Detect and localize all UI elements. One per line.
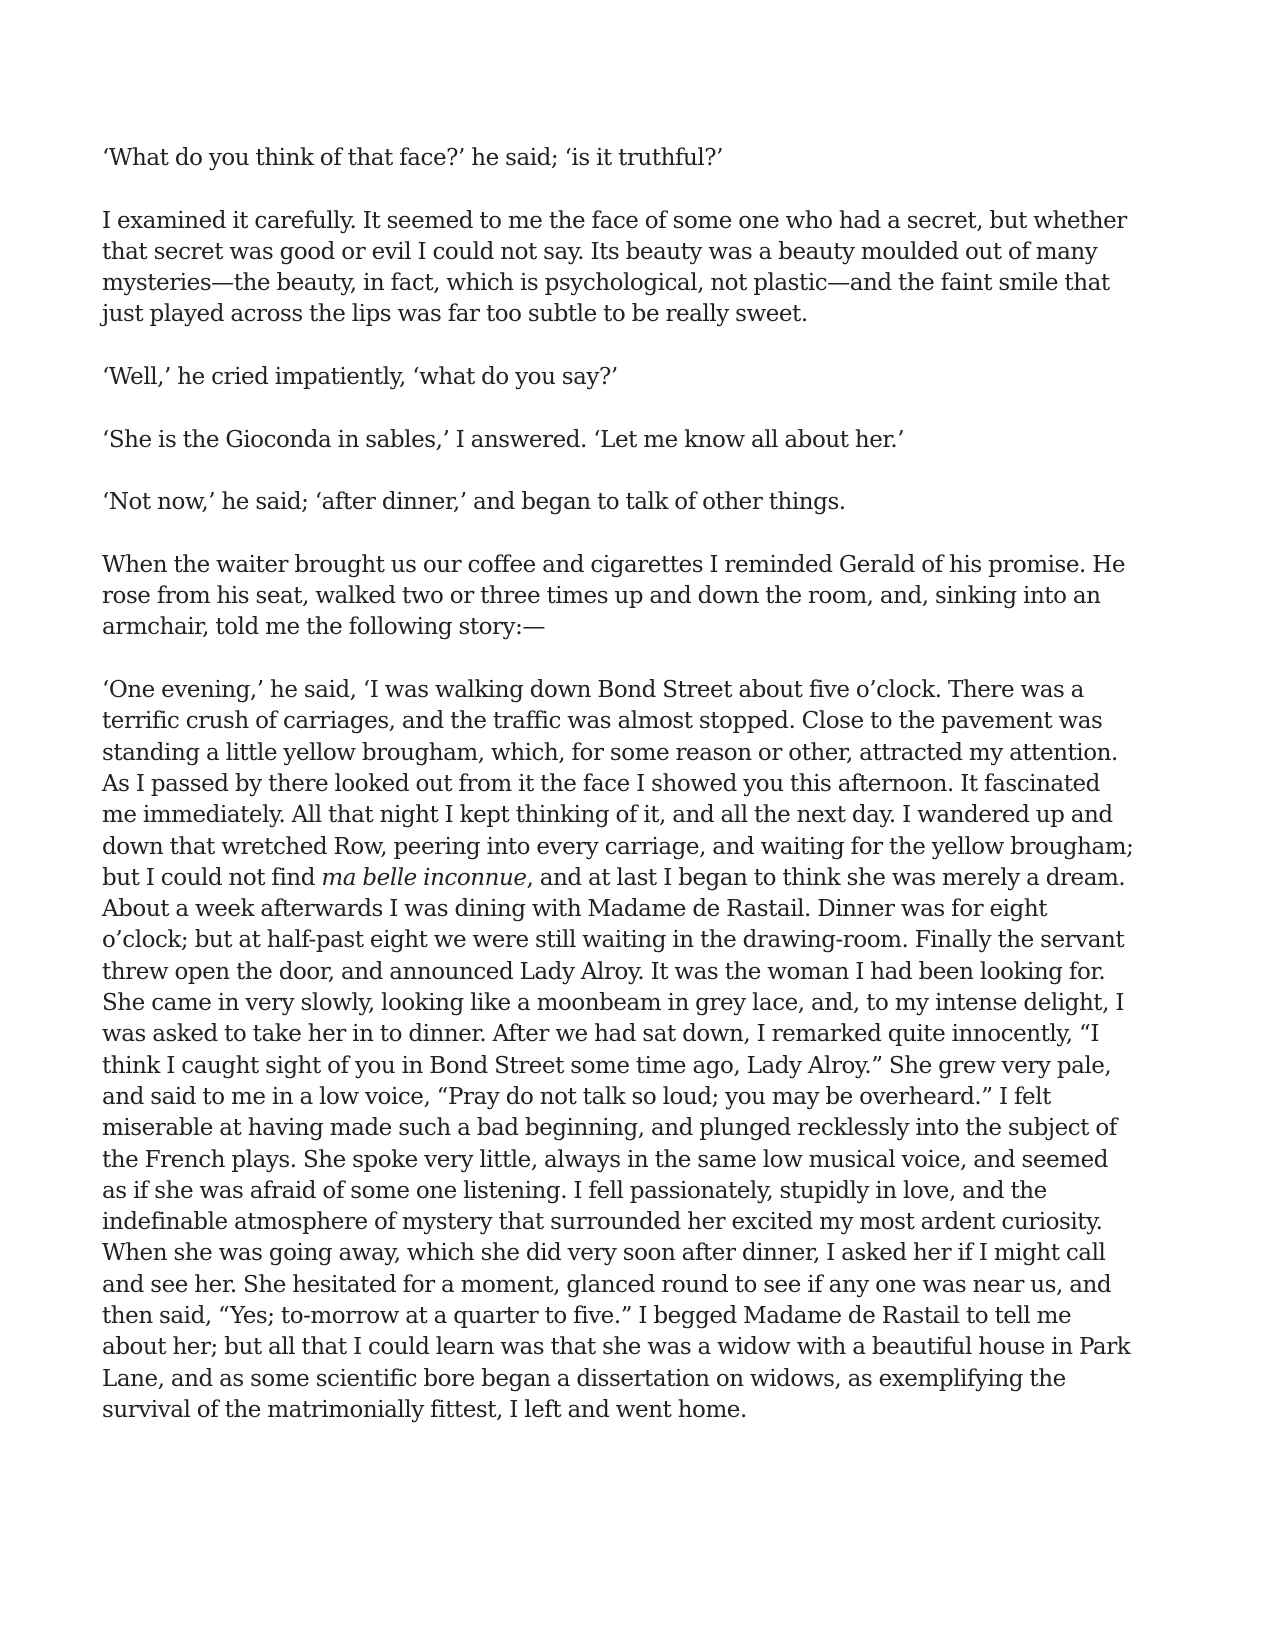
paragraph-4: ‘She is the Gioconda in sables,’ I answered. ‘Let me know all about her.’ (102, 426, 905, 453)
body-text (102, 143, 1137, 1426)
paragraph-7-text-before: ‘One evening,’ he said, ‘I was walking down Bond Street about five o’clock. There was a terrific crush of carriages, and the traffic was almost stopped. Close to the pavement was standing a little yellow brougham, which, for some reason or other, attracted my attention. As I passed by there looked out from it the face I showed you this afternoon. It fascinated me immediately. All that night I kept thinking of it, and all the next day. I wandered up and down that wretched Row, peering into every carriage, and waiting for the yellow brougham; but I could not find (102, 677, 1134, 891)
paragraph-2: I examined it carefully. It seemed to me the face of some one who had a secret, but whether that secret was good or evil I could not say. Its beauty was a beauty moulded out of many mysteries—the beauty, in fact, which is psychological, not plastic—and the faint smile that just played across the lips was far too subtle to be really sweet. (102, 207, 1127, 328)
italic-phrase: ma belle inconnue (321, 864, 527, 891)
paragraph-1: ‘What do you think of that face?’ he said; ‘is it truthful?’ (102, 145, 724, 171)
paragraph-7-text-after: , and at last I began to think she was merely a dream. About a week afterwards I was dining with Madame de Rastail. Dinner was for eight o’clock; but at half-past eight we were still waiting in the drawing-room. Finally the servant threw open the door, and announced Lady Alroy. It was the woman I had been looking for. She came in very slowly, looking like a moonbeam in grey lace, and, to my intense delight, I was asked to take her in to dinner. After we had sat down, I remarked quite innocently, “I think I caught sight of you in Bond Street some time ago, Lady Alroy.” She grew very pale, and said to me in a low voice, “Pray do not talk so loud; you may be overheard.” I felt miserable at having made such a bad beginning, and plunged recklessly into the subject of the French plays. She spoke very little, always in the same low musical voice, and seemed as if she was afraid of some one listening. I fell passionately, stupidly in love, and the indefinable atmosphere of mystery that surrounded her excited my most ardent curiosity. When she was going away, which she did very soon after dinner, I asked her if I might call and see her. She hesitated for a moment, glanced round to see if any one was near us, and then said, “Yes; to-morrow at a quarter to five.” I begged Madame de Rastail to tell me about her; but all that I could learn was that she was a widow with a beautiful house in Park Lane, and as some scientific bore began a dissertation on widows, as exemplifying the survival of the matrimonially fittest, I left and went home. (102, 864, 1131, 1423)
paragraph-7 (102, 675, 1137, 1426)
paragraph-6: When the waiter brought us our coffee and cigarettes I reminded Gerald of his promise. He rose from his seat, walked two or three times up and down the room, and, sinking into an armchair, told me the following story:— (102, 551, 1126, 641)
paragraph-3: ‘Well,’ he cried impatiently, ‘what do you say?’ (102, 364, 618, 391)
paragraph-5: ‘Not now,’ he said; ‘after dinner,’ and began to talk of other things. (102, 489, 846, 516)
